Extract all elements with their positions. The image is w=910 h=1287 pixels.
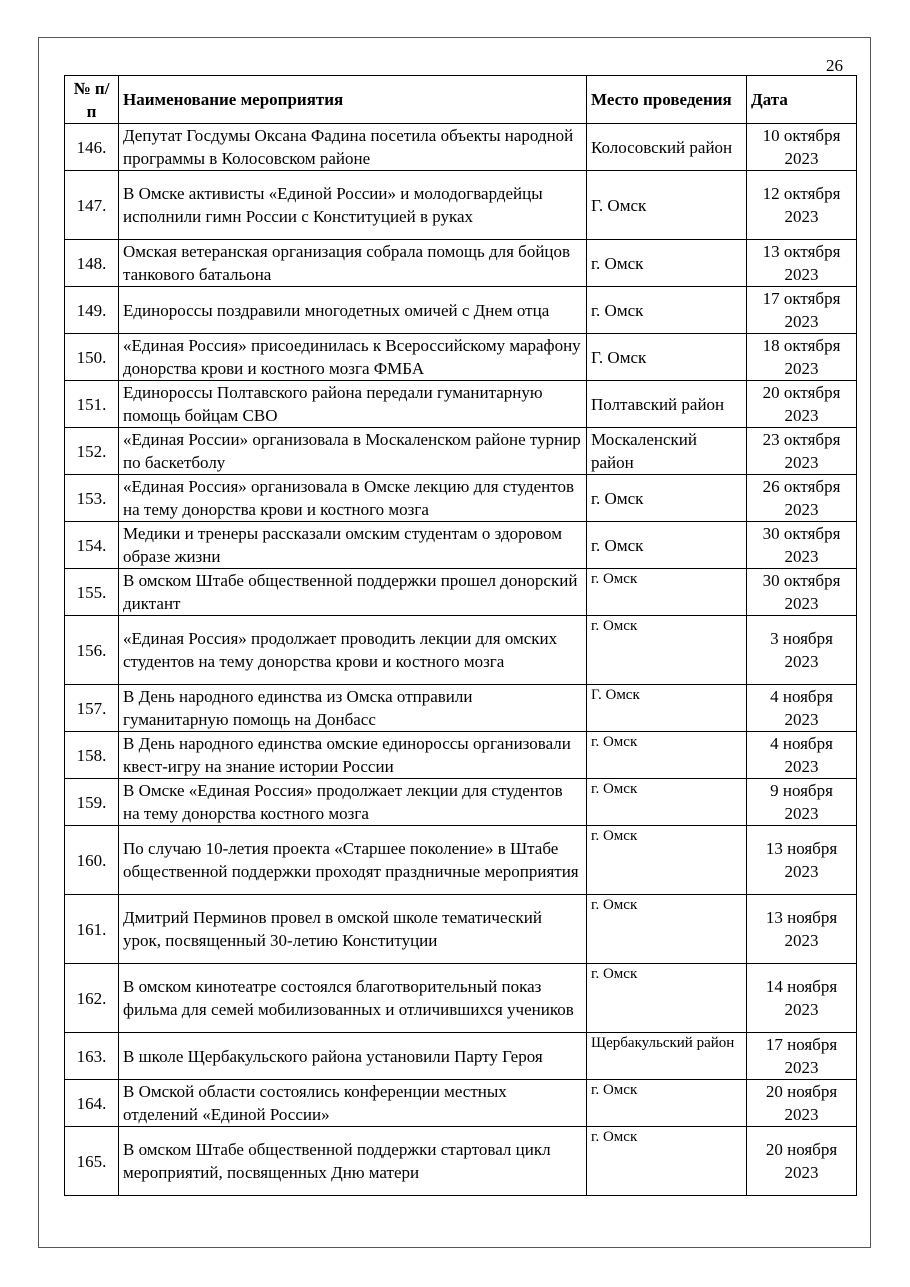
event-date: 30 октября 2023 [747,522,857,569]
event-name: В омском кинотеатре состоялся благотворительный показ фильма для семей мобилизованных и отличившихся учеников [119,964,587,1033]
row-number: 156. [65,616,119,685]
event-place: г. Омск [587,895,747,964]
table-row [65,1033,857,1080]
event-name: В омском Штабе общественной поддержки стартовал цикл мероприятий, посвященных Дню матери [119,1127,587,1196]
event-name: Дмитрий Перминов провел в омской школе тематический урок, посвященный 30-летию Конституции [119,895,587,964]
event-name: В омском Штабе общественной поддержки прошел донорский диктант [119,569,587,616]
event-date: 4 ноября 2023 [747,732,857,779]
event-date: 17 ноября 2023 [747,1033,857,1080]
table-row [65,428,857,475]
event-place: г. Омск [587,779,747,826]
event-name: Депутат Госдумы Оксана Фадина посетила объекты народной программы в Колосовском районе [119,124,587,171]
event-place: г. Омск [587,732,747,779]
table-row [65,826,857,895]
event-date: 18 октября 2023 [747,334,857,381]
event-date: 26 октября 2023 [747,475,857,522]
event-place: Полтавский район [587,381,747,428]
table-header-row [65,76,857,124]
row-number: 152. [65,428,119,475]
event-name: В Омской области состоялись конференции местных отделений «Единой России» [119,1080,587,1127]
event-name: Омская ветеранская организация собрала помощь для бойцов танкового батальона [119,240,587,287]
row-number: 162. [65,964,119,1033]
event-date: 23 октября 2023 [747,428,857,475]
table-row [65,1080,857,1127]
event-name: В Омске активисты «Единой России» и молодогвардейцы исполнили гимн России с Конституцией в руках [119,171,587,240]
row-number: 157. [65,685,119,732]
row-number: 165. [65,1127,119,1196]
table-row [65,779,857,826]
table-row [65,895,857,964]
events-table [64,75,857,1196]
row-number: 150. [65,334,119,381]
event-name: Единороссы поздравили многодетных омичей с Днем отца [119,287,587,334]
event-place: Г. Омск [587,685,747,732]
header-place: Место проведения [587,76,747,124]
event-date: 13 октября 2023 [747,240,857,287]
table-row [65,171,857,240]
row-number: 151. [65,381,119,428]
table-row [65,381,857,428]
row-number: 159. [65,779,119,826]
table-row [65,124,857,171]
event-date: 12 октября 2023 [747,171,857,240]
table-row [65,287,857,334]
event-name: Единороссы Полтавского района передали гуманитарную помощь бойцам СВО [119,381,587,428]
event-date: 13 ноября 2023 [747,895,857,964]
row-number: 163. [65,1033,119,1080]
table-row [65,240,857,287]
header-num: № п/п [65,76,119,124]
header-name: Наименование мероприятия [119,76,587,124]
event-place: г. Омск [587,569,747,616]
row-number: 146. [65,124,119,171]
event-date: 30 октября 2023 [747,569,857,616]
row-number: 160. [65,826,119,895]
event-date: 13 ноября 2023 [747,826,857,895]
event-date: 3 ноября 2023 [747,616,857,685]
row-number: 161. [65,895,119,964]
event-place: г. Омск [587,616,747,685]
row-number: 147. [65,171,119,240]
row-number: 155. [65,569,119,616]
event-place: г. Омск [587,964,747,1033]
event-place: Колосовский район [587,124,747,171]
table-row [65,334,857,381]
table-row [65,569,857,616]
table-row [65,685,857,732]
event-name: «Единая России» организовала в Москаленском районе турнир по баскетболу [119,428,587,475]
row-number: 158. [65,732,119,779]
table-row [65,475,857,522]
event-name: В школе Щербакульского района установили Парту Героя [119,1033,587,1080]
table-row [65,732,857,779]
event-date: 20 октября 2023 [747,381,857,428]
event-place: г. Омск [587,1127,747,1196]
row-number: 154. [65,522,119,569]
event-date: 4 ноября 2023 [747,685,857,732]
event-name: «Единая Россия» продолжает проводить лекции для омских студентов на тему донорства крови и костного мозга [119,616,587,685]
event-date: 20 ноября 2023 [747,1080,857,1127]
event-place: г. Омск [587,475,747,522]
event-place: г. Омск [587,1080,747,1127]
event-name: Медики и тренеры рассказали омским студентам о здоровом образе жизни [119,522,587,569]
event-name: «Единая Россия» организовала в Омске лекцию для студентов на тему донорства крови и костного мозга [119,475,587,522]
row-number: 148. [65,240,119,287]
event-date: 9 ноября 2023 [747,779,857,826]
event-name: «Единая Россия» присоединилась к Всероссийскому марафону донорства крови и костного мозга ФМБА [119,334,587,381]
table-row [65,1127,857,1196]
event-place: Щербакульский район [587,1033,747,1080]
event-name: В День народного единства из Омска отправили гуманитарную помощь на Донбасс [119,685,587,732]
header-date: Дата [747,76,857,124]
page-number: 26 [826,56,843,75]
event-place: г. Омск [587,240,747,287]
event-place: Г. Омск [587,334,747,381]
event-place: г. Омск [587,522,747,569]
row-number: 149. [65,287,119,334]
event-place: Москаленский район [587,428,747,475]
event-date: 14 ноября 2023 [747,964,857,1033]
event-place: г. Омск [587,287,747,334]
table-row [65,964,857,1033]
event-date: 17 октября 2023 [747,287,857,334]
event-place: Г. Омск [587,171,747,240]
table-row [65,616,857,685]
event-place: г. Омск [587,826,747,895]
row-number: 164. [65,1080,119,1127]
event-name: В Омске «Единая Россия» продолжает лекции для студентов на тему донорства костного мозга [119,779,587,826]
row-number: 153. [65,475,119,522]
event-date: 20 ноября 2023 [747,1127,857,1196]
event-name: В День народного единства омские единороссы организовали квест-игру на знание истории России [119,732,587,779]
event-date: 10 октября 2023 [747,124,857,171]
table-row [65,522,857,569]
event-name: По случаю 10-летия проекта «Старшее поколение» в Штабе общественной поддержки проходят праздничные мероприятия [119,826,587,895]
